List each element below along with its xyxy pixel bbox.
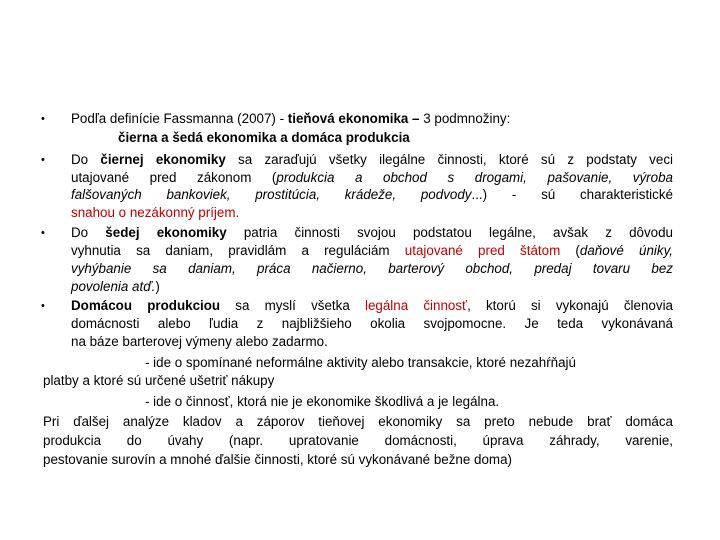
- text-line: [71, 151, 673, 169]
- text-line: [43, 451, 512, 469]
- text-segment: snahou o nezákonný príjem.: [71, 205, 240, 220]
- text-segment: produkcia a obchod s drogami, pašovanie, výroba: [276, 170, 673, 185]
- text-line: [71, 242, 673, 260]
- text-line: [71, 333, 328, 351]
- text-segment: vyhnutia sa daniam, pravidlám a reguláciám: [71, 243, 405, 258]
- text-segment: čierna a šedá ekonomika a domáca produkcia: [118, 130, 410, 145]
- text-segment: patria činnosti svojou podstatou legálne, avšak z dôvodu: [226, 225, 673, 240]
- text-segment: , ktorú si vykonajú členovia: [467, 298, 673, 313]
- text-segment: šedej ekonomiky: [105, 225, 227, 240]
- text-segment: Domácou produkciou: [71, 298, 221, 313]
- text-line: [71, 204, 239, 222]
- text-line: [145, 354, 576, 372]
- text-segment: vyhýbanie sa daniam, práca načierno, barterový obchod, predaj tovaru bez: [71, 261, 673, 276]
- text-line: [43, 432, 673, 450]
- text-segment: domácnosti alebo ľudia z najbližšieho okolia svojpomocne. Je teda vykonávaná: [71, 316, 673, 331]
- text-line: [43, 413, 673, 431]
- text-line: [71, 186, 673, 204]
- text-line: [71, 297, 673, 315]
- text-segment: čiernej ekonomiky: [100, 152, 226, 167]
- text-line: [71, 315, 673, 333]
- text-line: [43, 372, 274, 390]
- text-segment: - ide o činnosť, ktorá nie je ekonomike škodlivá a je legálna.: [145, 394, 500, 409]
- text-line: [71, 110, 510, 128]
- text-segment: utajované pred štátom: [404, 243, 561, 258]
- text-line: [71, 278, 160, 296]
- text-segment: Do: [71, 152, 101, 167]
- text-segment: legálna činnosť: [364, 298, 468, 313]
- text-segment: sa myslí všetka: [220, 298, 365, 313]
- text-segment: platby a ktoré sú určené ušetriť nákupy: [43, 373, 275, 388]
- bullet-icon: •: [41, 154, 45, 166]
- bullet-icon: •: [41, 227, 45, 239]
- text-segment: (: [560, 243, 580, 258]
- text-segment: Pri ďalšej analýze kladov a záporov tieňovej ekonomiky sa preto nebude brať domáca: [43, 414, 673, 429]
- text-segment: pestovanie surovín a mnohé ďalšie činnosti, ktoré sú vykonávané bežne doma): [43, 452, 512, 467]
- text-line: [118, 129, 410, 147]
- text-segment: na báze barterovej výmeny alebo zadarmo.: [71, 334, 328, 349]
- text-segment: povolenia atď.: [71, 279, 156, 294]
- text-line: [71, 224, 673, 242]
- bullet-icon: •: [41, 300, 45, 312]
- text-segment: daňové úniky,: [579, 243, 673, 258]
- text-line: [71, 169, 673, 187]
- text-segment: produkcia do úvahy (napr. upratovanie domácnosti, úprava záhrady, varenie,: [43, 433, 673, 448]
- text-segment: - ide o spomínané neformálne aktivity alebo transakcie, ktoré nezahŕňajú: [145, 355, 576, 370]
- text-segment: falšovaných bankoviek, prostitúcia, krádeže, podvody: [71, 187, 472, 202]
- text-segment: 3 podmnožiny:: [419, 111, 511, 126]
- text-line: [145, 393, 499, 411]
- text-segment: ...) - sú charakteristické: [471, 187, 673, 202]
- text-segment: tieňová ekonomika –: [287, 111, 420, 126]
- text-segment: sa zaraďujú všetky ilegálne činnosti, ktoré sú z podstaty veci: [225, 152, 673, 167]
- text-segment: Podľa definície Fassmanna (2007) -: [71, 111, 288, 126]
- text-line: [71, 260, 673, 278]
- bullet-icon: •: [41, 113, 45, 125]
- text-segment: ): [155, 279, 160, 294]
- text-segment: utajované pred zákonom (: [71, 170, 277, 185]
- text-segment: Do: [71, 225, 106, 240]
